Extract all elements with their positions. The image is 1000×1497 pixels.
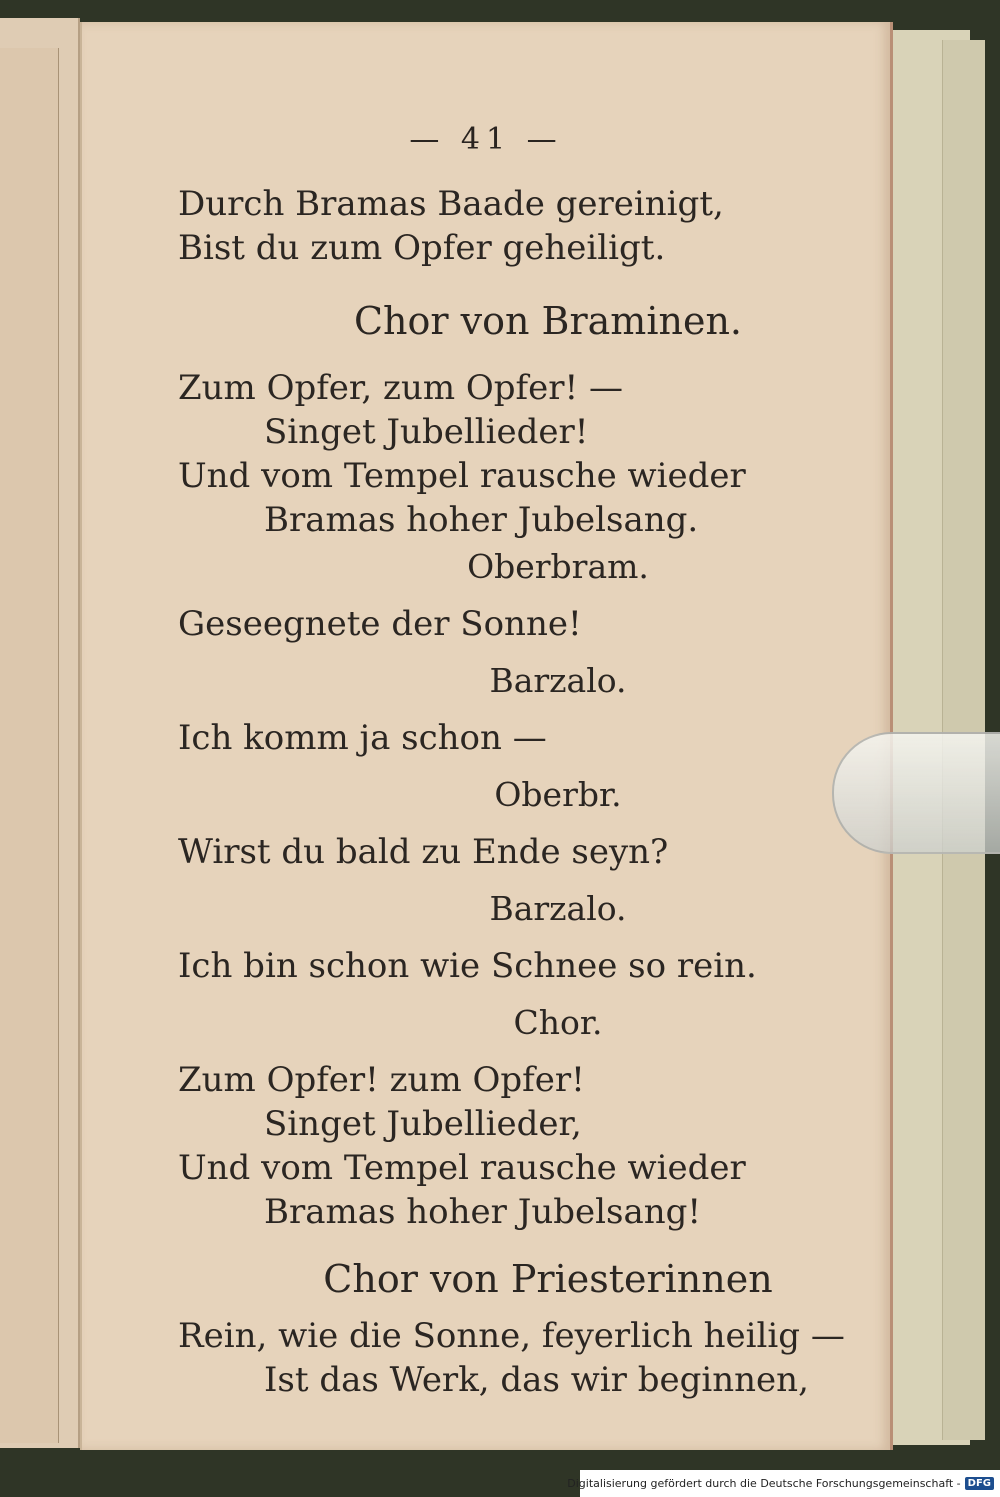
- verse-line: Zum Opfer! zum Opfer!: [178, 1060, 585, 1100]
- page-text: [178, 182, 878, 1402]
- footer-credit: Digitalisierung gefördert durch die Deutsche Forschungsgemeinschaft -: [567, 1477, 961, 1490]
- verse-line: Bramas hoher Jubelsang!: [264, 1192, 702, 1232]
- page-clip: [832, 732, 1000, 854]
- verse-line: Ich komm ja schon —: [178, 718, 547, 758]
- section-heading: Chor von Priesterinnen: [323, 1257, 773, 1301]
- verse-line: Bramas hoher Jubelsang.: [264, 500, 699, 540]
- verse-line: Ich bin schon wie Schnee so rein.: [178, 946, 757, 986]
- speaker-name: Oberbr.: [494, 775, 622, 814]
- section-heading: Chor von Braminen.: [353, 299, 742, 343]
- digitization-footer: [567, 1470, 1000, 1497]
- verse-line: Bist du zum Opfer geheiligt.: [178, 228, 666, 268]
- speaker-name: Oberbram.: [467, 547, 649, 586]
- speaker-name: Barzalo.: [489, 889, 627, 928]
- verse-line: Singet Jubellieder,: [264, 1104, 582, 1144]
- verse-line: Zum Opfer, zum Opfer! —: [178, 368, 623, 408]
- dfg-logo: DFG: [965, 1477, 994, 1490]
- speaker-name: Chor.: [513, 1003, 603, 1042]
- book-page: [80, 22, 893, 1450]
- verse-line: Singet Jubellieder!: [264, 412, 589, 452]
- verse-line: Ist das Werk, das wir beginnen,: [264, 1360, 809, 1400]
- speaker-name: Barzalo.: [489, 661, 627, 700]
- verse-line: Geseegnete der Sonne!: [178, 604, 582, 644]
- page-number: — 41 —: [409, 122, 563, 157]
- verse-line: Rein, wie die Sonne, feyerlich heilig —: [178, 1316, 845, 1356]
- left-page-edge: [0, 18, 80, 1448]
- verse-line: Und vom Tempel rausche wieder: [178, 456, 746, 496]
- verse-line: Wirst du bald zu Ende seyn?: [178, 832, 669, 872]
- left-page-inner: [0, 48, 59, 1443]
- verse-line: Durch Bramas Baade gereinigt,: [178, 184, 724, 224]
- verse-line: Und vom Tempel rausche wieder: [178, 1148, 746, 1188]
